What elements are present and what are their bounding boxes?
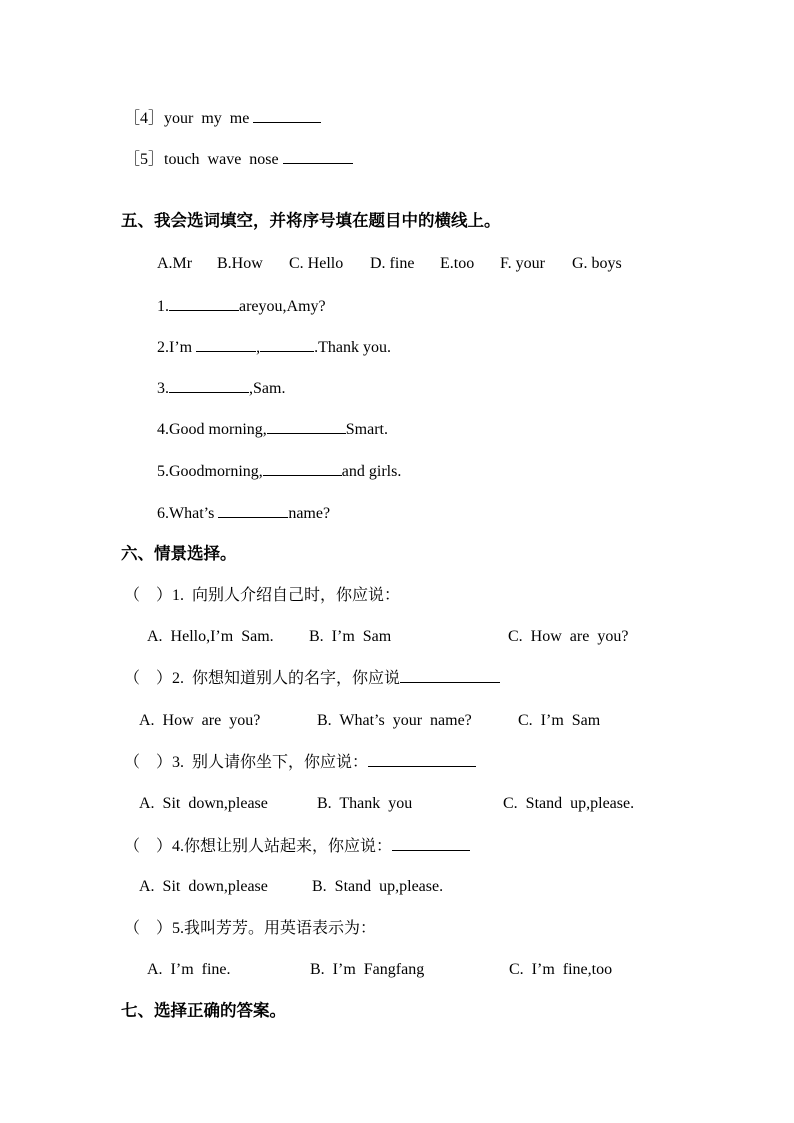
section-7-heading: 七、选择正确的答案。 — [121, 1001, 286, 1020]
choice-option-a[interactable]: A. Sit down,please — [139, 795, 268, 812]
choice-option-a[interactable]: A. How are you? — [139, 712, 261, 729]
fill-question-6 — [157, 503, 330, 524]
question-text: ,Sam. — [249, 380, 286, 397]
choice-option-c[interactable]: C. How are you? — [508, 628, 629, 645]
question-text: .Thank you. — [314, 339, 391, 356]
choice-option-c[interactable]: C. I’m Sam — [518, 712, 601, 729]
question-text: （ ）3. 别人请你坐下，你应说： — [124, 754, 369, 771]
fill-question-2 — [157, 337, 391, 358]
choice-option-c[interactable]: C. Stand up,please. — [503, 795, 635, 812]
question-text: ［5］touch wave nose — [124, 151, 279, 168]
word-option: E.too — [440, 255, 475, 272]
word-option: A.Mr — [157, 255, 193, 272]
question-text: , — [256, 339, 261, 356]
answer-blank[interactable] — [218, 503, 288, 518]
choice-question-5: （ ）5.我叫芳芳。用英语表示为： — [124, 920, 377, 937]
choice-option-c[interactable]: C. I’m fine,too — [509, 961, 613, 978]
question-text: and girls. — [341, 463, 402, 480]
question-text: 6.What’s — [157, 505, 219, 522]
answer-blank[interactable] — [196, 337, 256, 352]
answer-blank[interactable] — [368, 752, 476, 767]
choice-question-1: （ ）1. 向别人介绍自己时，你应说： — [124, 587, 401, 604]
word-option: B.How — [217, 255, 263, 272]
choice-option-b[interactable]: B. Stand up,please. — [312, 878, 444, 895]
word-option: F. your — [500, 255, 545, 272]
answer-blank[interactable] — [169, 296, 239, 311]
fill-question-5 — [157, 461, 401, 482]
answer-blank[interactable] — [169, 378, 249, 393]
question-text: 3. — [157, 380, 169, 397]
answer-blank[interactable] — [267, 419, 346, 434]
question-text: （ ）4.你想让别人站起来，你应说： — [124, 838, 393, 855]
choice-option-a[interactable]: A. I’m fine. — [147, 961, 231, 978]
question-text: name? — [288, 505, 331, 522]
choice-question-2 — [124, 668, 500, 689]
choice-question-3 — [124, 752, 476, 773]
question-item-4 — [124, 108, 321, 129]
word-option: G. boys — [572, 255, 622, 272]
answer-blank[interactable] — [253, 108, 321, 123]
question-text: 2.I’m — [157, 339, 197, 356]
choice-option-a[interactable]: A. Sit down,please — [139, 878, 268, 895]
fill-question-1 — [157, 296, 326, 317]
answer-blank[interactable] — [283, 149, 353, 164]
choice-option-b[interactable]: B. I’m Fangfang — [310, 961, 425, 978]
answer-blank[interactable] — [400, 668, 500, 683]
answer-blank[interactable] — [263, 461, 342, 476]
fill-question-4 — [157, 419, 388, 440]
question-text: （ ）2. 你想知道别人的名字，你应说 — [124, 670, 401, 687]
question-text: 4.Good morning, — [157, 421, 267, 438]
question-text: Smart. — [345, 421, 388, 438]
question-item-5 — [124, 149, 353, 170]
section-5-heading: 五、我会选词填空，并将序号填在题目中的横线上。 — [121, 211, 501, 230]
fill-question-3 — [157, 378, 285, 399]
word-option: D. fine — [370, 255, 415, 272]
question-text: 1. — [157, 298, 169, 315]
question-text: areyou,Amy? — [239, 298, 326, 315]
choice-option-b[interactable]: B. Thank you — [317, 795, 413, 812]
choice-question-4 — [124, 836, 470, 857]
choice-option-a[interactable]: A. Hello,I’m Sam. — [147, 628, 274, 645]
choice-option-b[interactable]: B. What’s your name? — [317, 712, 472, 729]
question-text: ［4］your my me — [124, 110, 250, 127]
answer-blank[interactable] — [392, 836, 470, 851]
answer-blank[interactable] — [260, 337, 314, 352]
choice-option-b[interactable]: B. I’m Sam — [309, 628, 392, 645]
section-6-heading: 六、情景选择。 — [121, 544, 237, 563]
word-option: C. Hello — [289, 255, 344, 272]
question-text: 5.Goodmorning, — [157, 463, 263, 480]
